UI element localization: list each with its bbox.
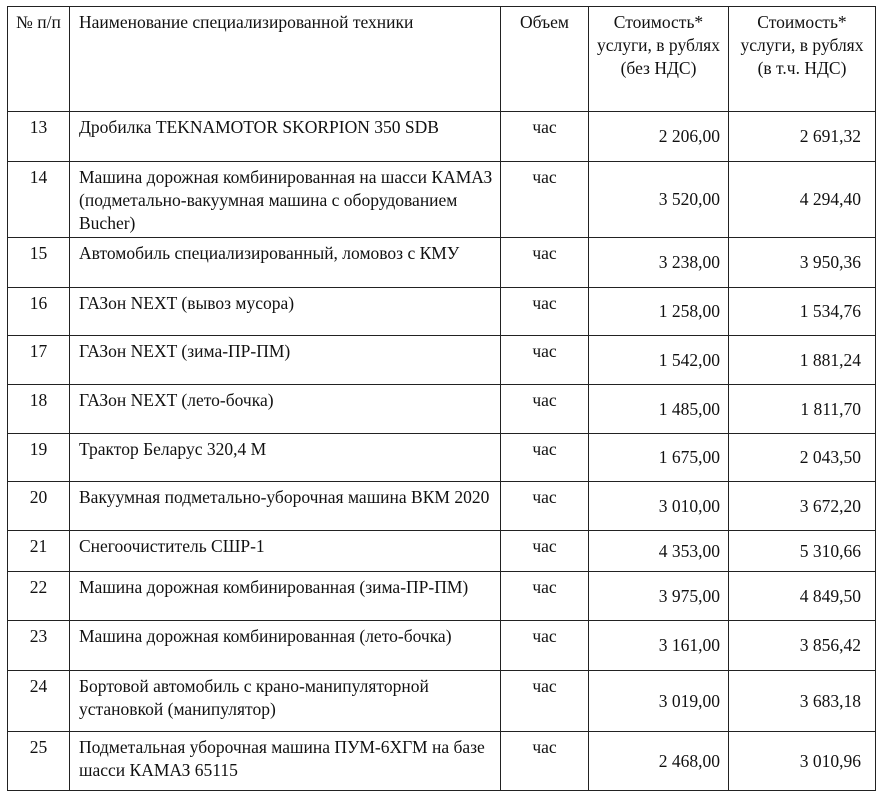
row-num: 24	[8, 671, 70, 732]
table-row	[8, 482, 876, 531]
row-price-with-vat: 5 310,66	[729, 531, 876, 572]
row-name: Подметальная уборочная машина ПУМ-6ХГМ на базе шасси КАМАЗ 65115	[70, 732, 501, 791]
row-num: 17	[8, 336, 70, 385]
table-row	[8, 434, 876, 482]
row-price-no-vat: 3 975,00	[589, 572, 729, 621]
table-row	[8, 531, 876, 572]
row-price-with-vat: 2 043,50	[729, 434, 876, 482]
row-num: 20	[8, 482, 70, 531]
row-name: Машина дорожная комбинированная (лето-бочка)	[70, 621, 501, 671]
row-num: 23	[8, 621, 70, 671]
table-row	[8, 162, 876, 238]
row-volume: час	[501, 162, 589, 238]
row-name: Снегоочиститель СШР-1	[70, 531, 501, 572]
row-price-with-vat: 3 950,36	[729, 238, 876, 288]
row-price-no-vat: 1 258,00	[589, 288, 729, 336]
row-num: 19	[8, 434, 70, 482]
row-name: ГАЗон NEXT (зима-ПР-ПМ)	[70, 336, 501, 385]
row-name: Автомобиль специализированный, ломовоз с КМУ	[70, 238, 501, 288]
row-price-with-vat: 4 294,40	[729, 162, 876, 238]
row-volume: час	[501, 238, 589, 288]
row-price-with-vat: 3 010,96	[729, 732, 876, 791]
row-volume: час	[501, 531, 589, 572]
table-row	[8, 732, 876, 791]
row-name: Машина дорожная комбинированная (зима-ПР-ПМ)	[70, 572, 501, 621]
row-price-no-vat: 1 485,00	[589, 385, 729, 434]
row-name: ГАЗон NEXT (лето-бочка)	[70, 385, 501, 434]
row-price-with-vat: 1 534,76	[729, 288, 876, 336]
row-name: Дробилка TEKNAMOTOR SKORPION 350 SDB	[70, 112, 501, 162]
row-price-with-vat: 2 691,32	[729, 112, 876, 162]
row-volume: час	[501, 572, 589, 621]
row-num: 22	[8, 572, 70, 621]
row-price-with-vat: 3 683,18	[729, 671, 876, 732]
row-volume: час	[501, 385, 589, 434]
row-price-no-vat: 3 019,00	[589, 671, 729, 732]
row-num: 16	[8, 288, 70, 336]
header-volume: Объем	[501, 7, 589, 112]
table-row	[8, 621, 876, 671]
row-num: 15	[8, 238, 70, 288]
row-volume: час	[501, 621, 589, 671]
header-num: № п/п	[8, 7, 70, 112]
row-volume: час	[501, 732, 589, 791]
table-row	[8, 112, 876, 162]
row-volume: час	[501, 671, 589, 732]
row-name: Трактор Беларус 320,4 М	[70, 434, 501, 482]
row-num: 18	[8, 385, 70, 434]
table-row	[8, 288, 876, 336]
row-volume: час	[501, 288, 589, 336]
table-row	[8, 238, 876, 288]
row-price-with-vat: 1 881,24	[729, 336, 876, 385]
price-table	[7, 6, 876, 791]
row-price-no-vat: 3 161,00	[589, 621, 729, 671]
header-price-no-vat: Стоимость* услуги, в рублях (без НДС)	[589, 7, 729, 112]
row-price-with-vat: 4 849,50	[729, 572, 876, 621]
row-num: 14	[8, 162, 70, 238]
row-price-no-vat: 4 353,00	[589, 531, 729, 572]
row-price-no-vat: 1 542,00	[589, 336, 729, 385]
header-name: Наименование специализированной техники	[70, 7, 501, 112]
row-price-with-vat: 3 856,42	[729, 621, 876, 671]
row-price-with-vat: 1 811,70	[729, 385, 876, 434]
row-price-no-vat: 1 675,00	[589, 434, 729, 482]
row-name: ГАЗон NEXT (вывоз мусора)	[70, 288, 501, 336]
row-volume: час	[501, 336, 589, 385]
row-price-with-vat: 3 672,20	[729, 482, 876, 531]
row-price-no-vat: 3 520,00	[589, 162, 729, 238]
row-name: Вакуумная подметально-уборочная машина ВКМ 2020	[70, 482, 501, 531]
row-name: Бортовой автомобиль с крано-манипуляторной установкой (манипулятор)	[70, 671, 501, 732]
row-volume: час	[501, 112, 589, 162]
row-name: Машина дорожная комбинированная на шасси КАМАЗ (подметально-вакуумная машина с оборудованием Bucher)	[70, 162, 501, 238]
table-header-row	[8, 7, 876, 112]
header-price-with-vat: Стоимость* услуги, в рублях (в т.ч. НДС)	[729, 7, 876, 112]
row-num: 25	[8, 732, 70, 791]
row-price-no-vat: 2 206,00	[589, 112, 729, 162]
row-volume: час	[501, 482, 589, 531]
table-row	[8, 671, 876, 732]
row-volume: час	[501, 434, 589, 482]
table-row	[8, 385, 876, 434]
table-row	[8, 572, 876, 621]
row-price-no-vat: 2 468,00	[589, 732, 729, 791]
row-price-no-vat: 3 010,00	[589, 482, 729, 531]
row-num: 21	[8, 531, 70, 572]
row-price-no-vat: 3 238,00	[589, 238, 729, 288]
row-num: 13	[8, 112, 70, 162]
table-row	[8, 336, 876, 385]
